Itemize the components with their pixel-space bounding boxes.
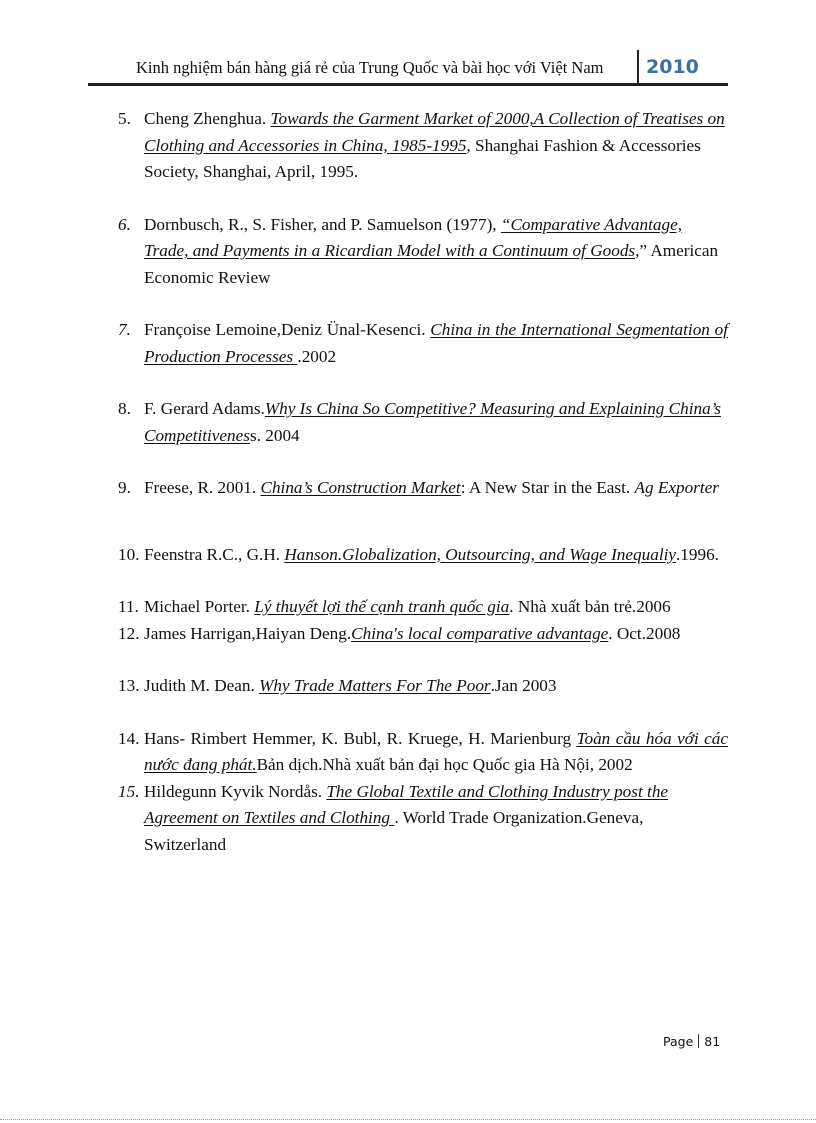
header-divider bbox=[637, 50, 639, 83]
reference-source: : A New Star in the East. bbox=[460, 478, 635, 497]
reference-item bbox=[118, 212, 728, 292]
reference-title-link[interactable]: China’s Construction Market bbox=[260, 478, 461, 497]
reference-source: s. 2004 bbox=[249, 425, 300, 445]
reference-author: F. Gerard Adams. bbox=[144, 399, 265, 418]
reference-title-link[interactable]: China's local comparative advantage bbox=[351, 623, 609, 643]
reference-number: 11. bbox=[118, 597, 139, 616]
reference-title-link[interactable]: Why Trade Matters For The Poor bbox=[259, 676, 491, 695]
reference-list bbox=[118, 106, 728, 858]
page-number: 81 bbox=[704, 1034, 721, 1049]
reference-text bbox=[144, 594, 728, 621]
reference-item bbox=[118, 396, 728, 449]
reference-author: Dornbusch, R., S. Fisher, and P. Samuelson (1977), bbox=[144, 214, 501, 234]
page-footer bbox=[663, 1034, 720, 1049]
reference-item bbox=[118, 542, 728, 569]
reference-text bbox=[144, 726, 728, 779]
reference-item bbox=[118, 673, 728, 700]
reference-item bbox=[118, 621, 728, 648]
reference-title-link[interactable]: Towards the Garment Market of 2000,A Collection of Treatises on Clothing and Accessories in China, 1985-1995 bbox=[144, 109, 725, 155]
reference-text bbox=[144, 106, 728, 186]
reference-title-link[interactable]: Hanson.Globalization, Outsourcing, and Wage Inequaliy bbox=[284, 544, 676, 564]
reference-number: 6. bbox=[118, 214, 131, 234]
reference-title-link[interactable]: Why Is China So Competitive? Measuring and Explaining China’s Competitivenes bbox=[144, 399, 721, 445]
reference-text bbox=[144, 212, 728, 292]
reference-text bbox=[144, 673, 728, 700]
reference-number: 5. bbox=[118, 109, 131, 128]
page-header bbox=[88, 50, 728, 88]
reference-author: Judith M. Dean. bbox=[144, 676, 260, 695]
reference-author: Hans- Rimbert Hemmer, K. Bubl, R. Kruege, H. Marienburg bbox=[144, 728, 577, 748]
footer-divider bbox=[698, 1034, 699, 1048]
reference-source: ,” American Economic Review bbox=[144, 241, 719, 287]
reference-source: . World Trade Organization.Geneva, Switzerland bbox=[144, 808, 644, 854]
header-rule bbox=[88, 83, 728, 86]
reference-item bbox=[118, 106, 728, 186]
reference-source: .Jan 2003 bbox=[490, 676, 557, 695]
reference-author: Cheng Zhenghua. bbox=[144, 109, 271, 128]
reference-text bbox=[144, 779, 728, 859]
reference-journal: Ag Exporter bbox=[634, 478, 719, 497]
reference-title-link[interactable]: China in the International Segmentation of Production Processes bbox=[144, 320, 728, 366]
reference-number: 15. bbox=[118, 781, 140, 801]
reference-source: Bản dịch.Nhà xuất bản đại học Quốc gia Hà Nội, 2002 bbox=[256, 755, 633, 774]
reference-source: .2002 bbox=[297, 346, 337, 366]
reference-source: . Nhà xuất bản trẻ.2006 bbox=[509, 597, 671, 616]
page-label: Page bbox=[663, 1034, 694, 1049]
reference-item bbox=[118, 726, 728, 779]
reference-text bbox=[144, 396, 728, 449]
reference-title-link[interactable]: Lý thuyết lợi thế cạnh tranh quốc gia bbox=[254, 597, 510, 616]
reference-author: Michael Porter. bbox=[144, 597, 255, 616]
reference-author: Hildegunn Kyvik Nordås. bbox=[144, 781, 327, 801]
reference-author: Feenstra R.C., G.H. bbox=[144, 544, 285, 564]
reference-number: 14. bbox=[118, 728, 140, 748]
reference-number: 7. bbox=[118, 320, 131, 339]
reference-text bbox=[144, 542, 728, 569]
header-title: Kinh nghiệm bán hàng giá rẻ của Trung Quốc và bài học với Việt Nam bbox=[136, 58, 604, 77]
reference-source: . Oct.2008 bbox=[608, 623, 681, 643]
reference-text bbox=[144, 317, 728, 370]
reference-item bbox=[118, 317, 728, 370]
reference-source: .1996. bbox=[676, 544, 719, 564]
reference-title-link[interactable]: The Global Textile and Clothing Industry post the Agreement on Textiles and Clothing bbox=[144, 781, 669, 827]
header-year: 2010 bbox=[646, 56, 699, 78]
reference-number: 12. bbox=[118, 623, 140, 643]
reference-item bbox=[118, 594, 728, 621]
reference-author: Françoise Lemoine,Deniz Ünal-Kesenci. bbox=[144, 320, 431, 339]
reference-item bbox=[118, 779, 728, 859]
reference-title-link[interactable]: “Comparative Advantage, Trade, and Payments in a Ricardian Model with a Continuum of Goods bbox=[144, 214, 682, 260]
reference-number: 13. bbox=[118, 676, 140, 695]
reference-author: Freese, R. 2001. bbox=[144, 478, 261, 497]
reference-text bbox=[144, 475, 728, 502]
reference-number: 10. bbox=[118, 544, 140, 564]
reference-title-link[interactable]: Toàn cầu hóa với các nước đang phát. bbox=[144, 728, 728, 774]
reference-number: 9. bbox=[118, 478, 131, 497]
reference-number: 8. bbox=[118, 399, 131, 418]
reference-author: James Harrigan,Haiyan Deng. bbox=[144, 623, 352, 643]
page-bottom-edge bbox=[0, 1119, 816, 1120]
reference-text bbox=[144, 621, 728, 648]
reference-item bbox=[118, 475, 728, 502]
reference-source: , Shanghai Fashion & Accessories Society, Shanghai, April, 1995. bbox=[144, 135, 701, 181]
